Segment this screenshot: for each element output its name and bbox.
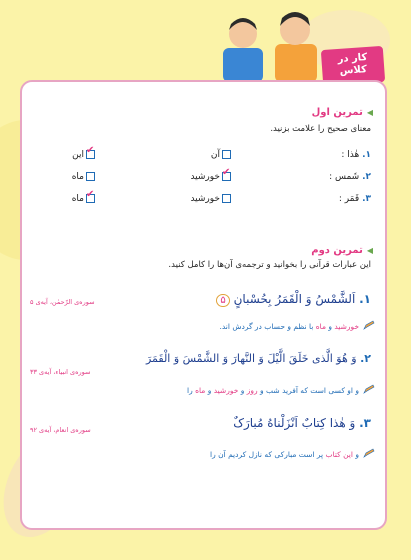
checkbox-icon[interactable]: [86, 172, 95, 181]
ayah-number-mark: ۵: [216, 294, 229, 307]
question-3: ۳. قَمَر :: [338, 194, 371, 204]
class-work-badge: کار در کلاس: [321, 46, 385, 86]
verse-1: ۱. اَلشَّمْسُ وَ الْقَمَرُ بِحُسْبانٍ ۵: [216, 292, 371, 306]
triangle-icon: ◀: [366, 246, 373, 255]
verse-reference: سوره‌ی انعام، آیه‌ی ۹۲: [30, 426, 91, 434]
checkmark-icon[interactable]: [86, 150, 95, 159]
checkbox-icon[interactable]: [222, 150, 231, 159]
verse-2: ۲. وَ هُوَ الَّذی خَلَقَ الَّیْلَ وَ النَّهارَ وَ الشَّمْسَ وَ الْقَمَرَ: [145, 352, 371, 365]
children-illustration: [215, 8, 325, 82]
option-checkbox[interactable]: ✔این: [72, 150, 95, 160]
triangle-icon: ◀: [366, 108, 373, 117]
exercise-2-heading: ◀تمرین دوم: [311, 245, 373, 256]
option-checkbox[interactable]: ماه: [72, 172, 95, 182]
answer-line-2: و او کسی است که آفرید شب و روز و خورشید و ماه را: [186, 386, 359, 395]
exercise-1-instruction: معنای صحیح را علامت بزنید.: [270, 124, 371, 134]
answer-line-1: خورشید و ماه با نظم و حساب در گردش اند.: [219, 322, 359, 331]
exercise-2-instruction: این عبارات قرآنی را بخوانید و ترجمه‌ی آن‌ها را کامل کنید.: [168, 260, 371, 270]
option-checkbox[interactable]: ✔ماه: [72, 194, 95, 204]
question-2: ۲. شَمس :: [329, 172, 371, 182]
verse-reference: سوره‌ی الرّحمٰن، آیه‌ی ۵: [30, 298, 95, 306]
pencil-icon: [363, 448, 375, 458]
option-checkbox[interactable]: خورشید: [190, 194, 231, 204]
option-checkbox[interactable]: آن: [211, 150, 231, 160]
worksheet-card: [20, 80, 387, 530]
option-checkbox[interactable]: ✔خورشید: [190, 172, 231, 182]
checkmark-icon[interactable]: [222, 172, 231, 181]
exercise-1-heading: ◀تمرین اول: [311, 107, 373, 118]
verse-reference: سوره‌ی انبیاء، آیه‌ی ۳۳: [30, 368, 91, 376]
verse-3: ۳. وَ هٰذا کِتابٌ اَنْزَلْناهُ مُبارَکٌ: [233, 416, 371, 430]
checkmark-icon[interactable]: [86, 194, 95, 203]
pencil-icon: [363, 384, 375, 394]
answer-line-3: و این کتاب پر است مبارکی که نازل کردیم آن را: [210, 450, 359, 459]
pencil-icon: [363, 320, 375, 330]
question-1: ۱. هٰذا :: [341, 150, 371, 160]
checkbox-icon[interactable]: [222, 194, 231, 203]
